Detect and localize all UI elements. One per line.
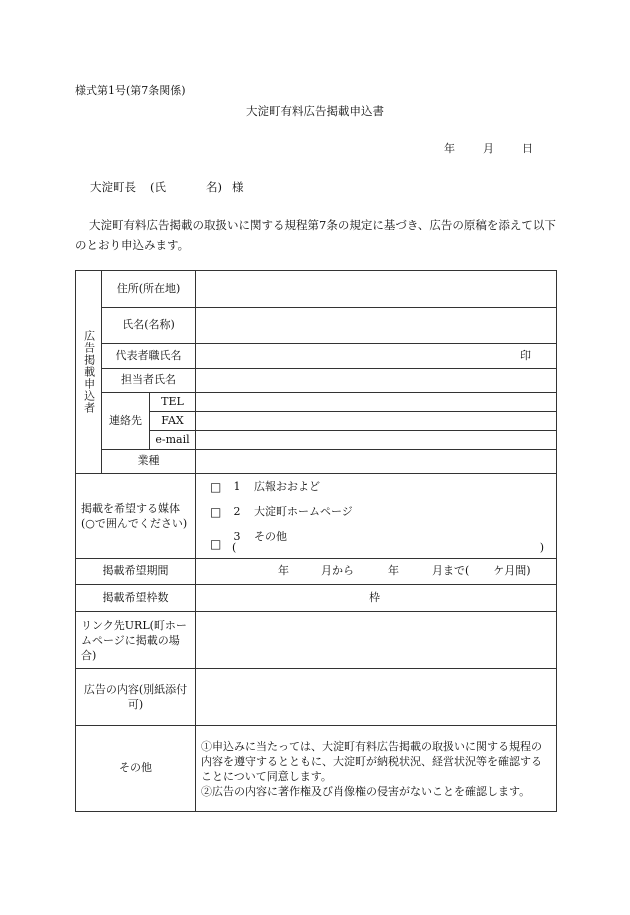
applicant-group-cell <box>76 271 102 474</box>
date-line <box>444 142 533 156</box>
row-slots <box>76 585 557 612</box>
address-field[interactable] <box>196 271 557 308</box>
business-label: 業種 <box>102 450 196 474</box>
media-option-label: 大淀町ホームページ <box>254 505 353 518</box>
form-number: 様式第1号(第7条関係) <box>75 84 186 97</box>
period-months: ケ月間) <box>493 564 531 578</box>
representative-field[interactable] <box>196 344 557 369</box>
address-label: 住所(所在地) <box>102 271 196 308</box>
other-label: その他 <box>76 726 196 812</box>
other-paren-close: ) <box>539 541 544 555</box>
content-field[interactable] <box>196 669 557 726</box>
row-business <box>76 450 557 474</box>
content-label: 広告の内容(別紙添付可) <box>76 669 196 726</box>
agreement-1: ①申込みに当たっては、大淀町有料広告掲載の取扱いに関する規程の内容を遵守するとともに、大淀町が納税状況、経営状況等を確認することについて同意します。 <box>201 739 542 783</box>
row-other <box>76 726 557 812</box>
email-label: e-mail <box>150 431 196 450</box>
slots-label: 掲載希望枠数 <box>76 585 196 612</box>
business-field[interactable] <box>196 450 557 474</box>
applicant-group-label: 広告掲載申込者 <box>82 330 96 414</box>
other-paren-open: ( <box>232 541 237 555</box>
agreement-text <box>196 726 557 812</box>
checkbox-icon[interactable]: □ <box>210 505 222 519</box>
media-option-number: 2 <box>233 505 241 518</box>
period-year1: 年 <box>278 564 289 578</box>
fax-field[interactable] <box>196 412 557 431</box>
period-year2: 年 <box>388 564 399 578</box>
checkbox-icon[interactable]: □ <box>210 480 222 494</box>
addressee-name-open: (氏 <box>150 180 166 194</box>
link-field[interactable] <box>196 612 557 669</box>
tel-field[interactable] <box>196 393 557 412</box>
slots-unit: 枠 <box>369 590 380 604</box>
row-representative <box>76 344 557 369</box>
row-content <box>76 669 557 726</box>
row-media <box>76 474 557 559</box>
addressee-office: 大淀町長 <box>90 180 136 194</box>
agreement-2: ②広告の内容に著作権及び肖像権の侵害がないことを確認します。 <box>201 784 531 798</box>
addressee-honorific: 様 <box>232 180 244 194</box>
addressee-name-close: 名) <box>206 180 222 194</box>
row-period <box>76 559 557 585</box>
media-option-1[interactable] <box>210 480 556 505</box>
seal-mark: 印 <box>520 348 531 362</box>
date-month-label: 月 <box>483 142 494 155</box>
row-tel <box>76 393 557 412</box>
media-option-label: 広報おおよど <box>254 480 320 493</box>
row-address <box>76 271 557 308</box>
application-table <box>75 270 557 812</box>
contact-label: 連絡先 <box>102 393 150 450</box>
date-year-label: 年 <box>444 142 455 155</box>
row-link <box>76 612 557 669</box>
media-options <box>196 474 557 559</box>
email-field[interactable] <box>196 431 557 450</box>
addressee <box>90 180 244 195</box>
other-media-input[interactable] <box>226 541 544 555</box>
form-title: 大淀町有料広告掲載申込書 <box>246 104 384 118</box>
row-name <box>76 308 557 344</box>
fax-label: FAX <box>150 412 196 431</box>
link-label: リンク先URL(町ホームページに掲載の場合) <box>76 612 196 669</box>
date-day-label: 日 <box>522 142 533 155</box>
media-option-2[interactable] <box>210 505 556 530</box>
period-field[interactable] <box>196 559 557 585</box>
representative-label: 代表者職氏名 <box>102 344 196 369</box>
row-contact-person <box>76 369 557 393</box>
checkbox-icon[interactable]: □ <box>210 537 222 551</box>
media-option-number: 3 <box>233 530 241 543</box>
intro-text: 大淀町有料広告掲載の取扱いに関する規程第7条の規定に基づき、広告の原稿を添えて以下のとおり申込みます。 <box>75 218 556 252</box>
name-label: 氏名(名称) <box>102 308 196 344</box>
period-label: 掲載希望期間 <box>76 559 196 585</box>
period-until: 月まで( <box>432 564 470 578</box>
contact-person-field[interactable] <box>196 369 557 393</box>
media-option-number: 1 <box>233 480 241 493</box>
media-option-3[interactable] <box>210 530 556 554</box>
slots-field[interactable] <box>196 585 557 612</box>
media-label: 掲載を希望する媒体(○で囲んでください) <box>76 474 196 559</box>
tel-label: TEL <box>150 393 196 412</box>
media-option-label: その他 <box>254 530 287 543</box>
period-from: 月から <box>321 564 354 578</box>
name-field[interactable] <box>196 308 557 344</box>
contact-person-label: 担当者氏名 <box>102 369 196 393</box>
